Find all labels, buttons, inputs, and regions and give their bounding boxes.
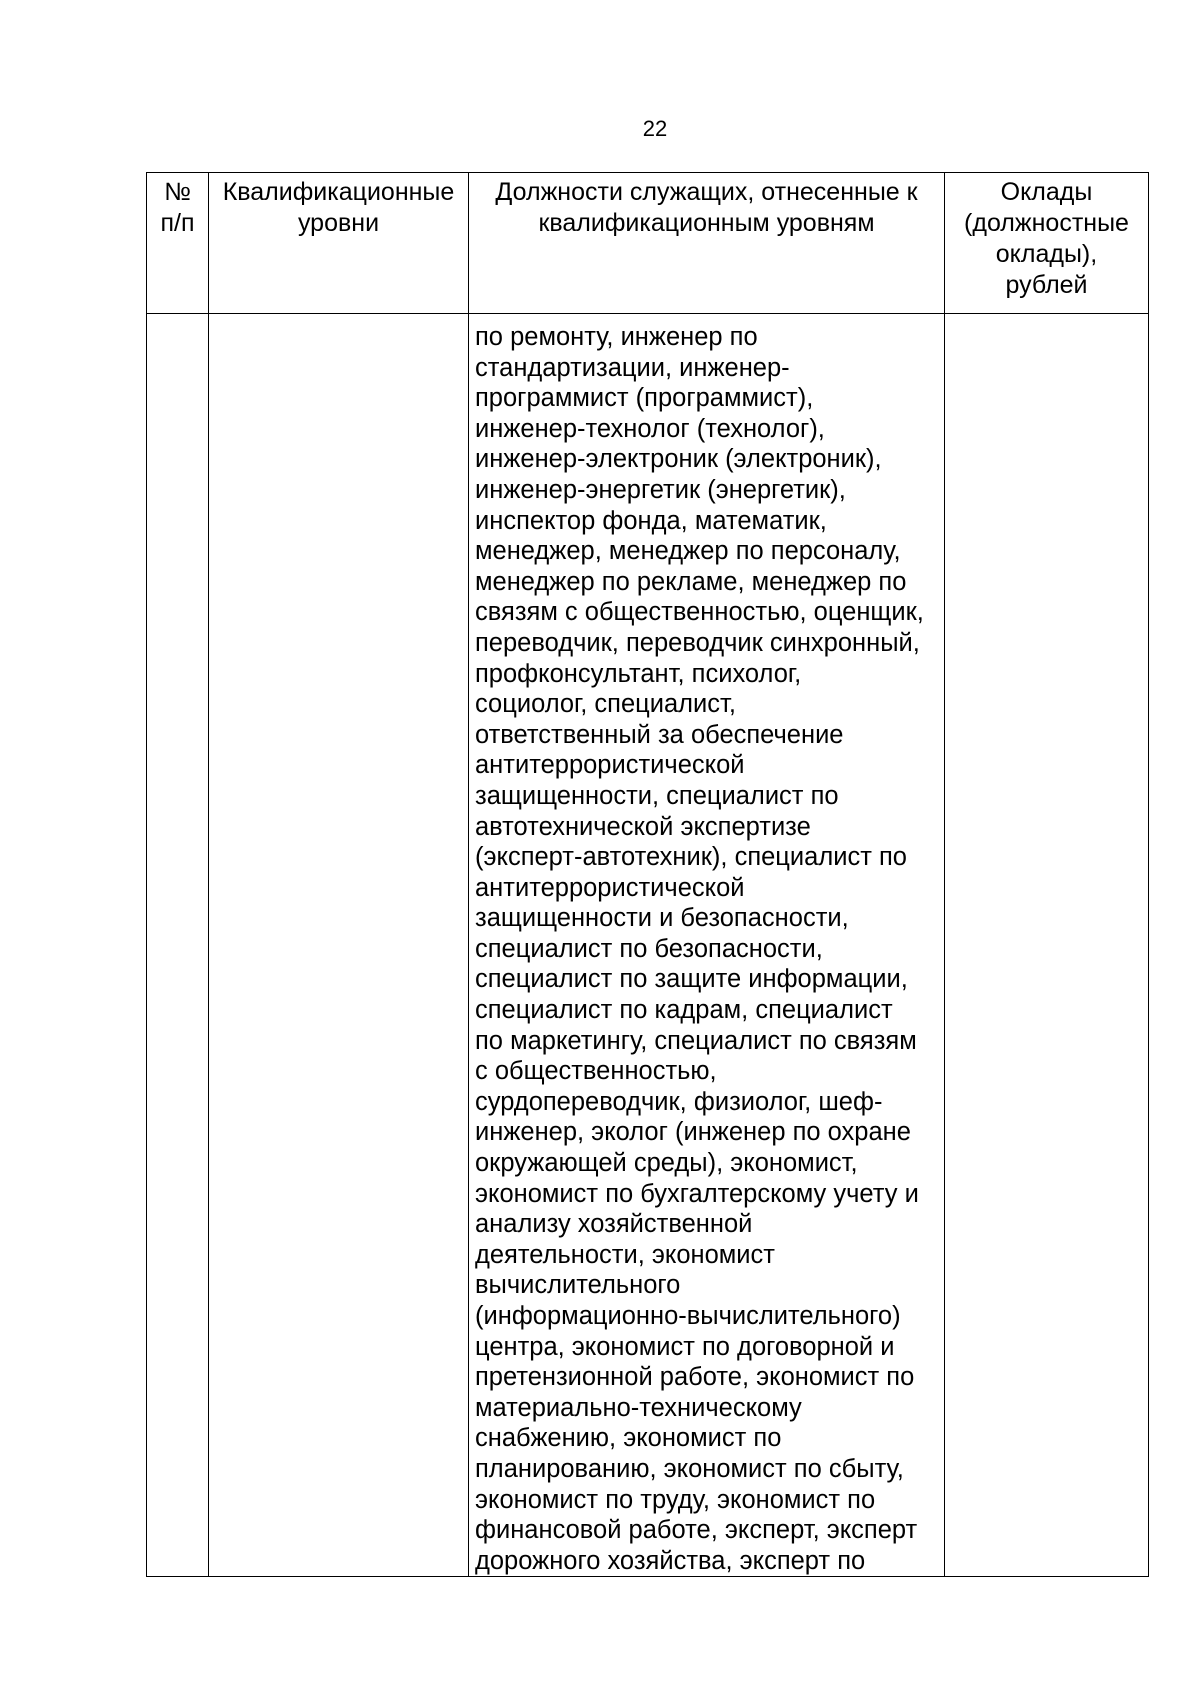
cell-number (147, 314, 209, 1577)
table-row (147, 314, 1149, 1577)
cell-salary (945, 314, 1149, 1577)
table-header-row (147, 173, 1149, 314)
salary-table (146, 172, 1149, 1577)
header-positions: Должности служащих, отнесенные к квалификационным уровням (469, 173, 945, 314)
page-number: 22 (642, 116, 668, 141)
positions-list-text: по ремонту, инженер по стандартизации, инженер- программист (программист), инженер-технолог (технолог), инженер-электроник (электроник), инженер-энергетик (энергетик), инспектор фонда, математик, менеджер, менеджер по персоналу, менеджер по рекламе, менеджер по связям с общественностью, оценщик, переводчик, переводчик синхронный, профконсультант, психолог, социолог, специалист, ответственный за обеспечение антитеррористической защищенности, специалист по автотехнической экспертизе (эксперт-автотехник), специалист по антитеррористической защищенности и безопасности, специалист по безопасности, специалист по защите информации, специалист по кадрам, специалист по маркетингу, специалист по связям с общественностью, сурдопереводчик, физиолог, шеф- инженер, эколог (инженер по охране окружающей среды), экономист, экономист по бухгалтерскому учету и анализу хозяйственной деятельности, экономист вычислительного (информационно-вычислительного) центра, экономист по договорной и претензионной работе, экономист по материально-техническому снабжению, экономист по планированию, экономист по сбыту, экономист по труду, экономист по финансовой работе, эксперт, эксперт дорожного хозяйства, эксперт по (475, 323, 924, 1575)
header-salary: Оклады (должностные оклады), рублей (945, 173, 1149, 314)
cell-qualification-level (209, 314, 469, 1577)
header-number: № п/п (147, 173, 209, 314)
cell-positions (469, 314, 945, 1577)
header-qualification-levels: Квалификационные уровни (209, 173, 469, 314)
